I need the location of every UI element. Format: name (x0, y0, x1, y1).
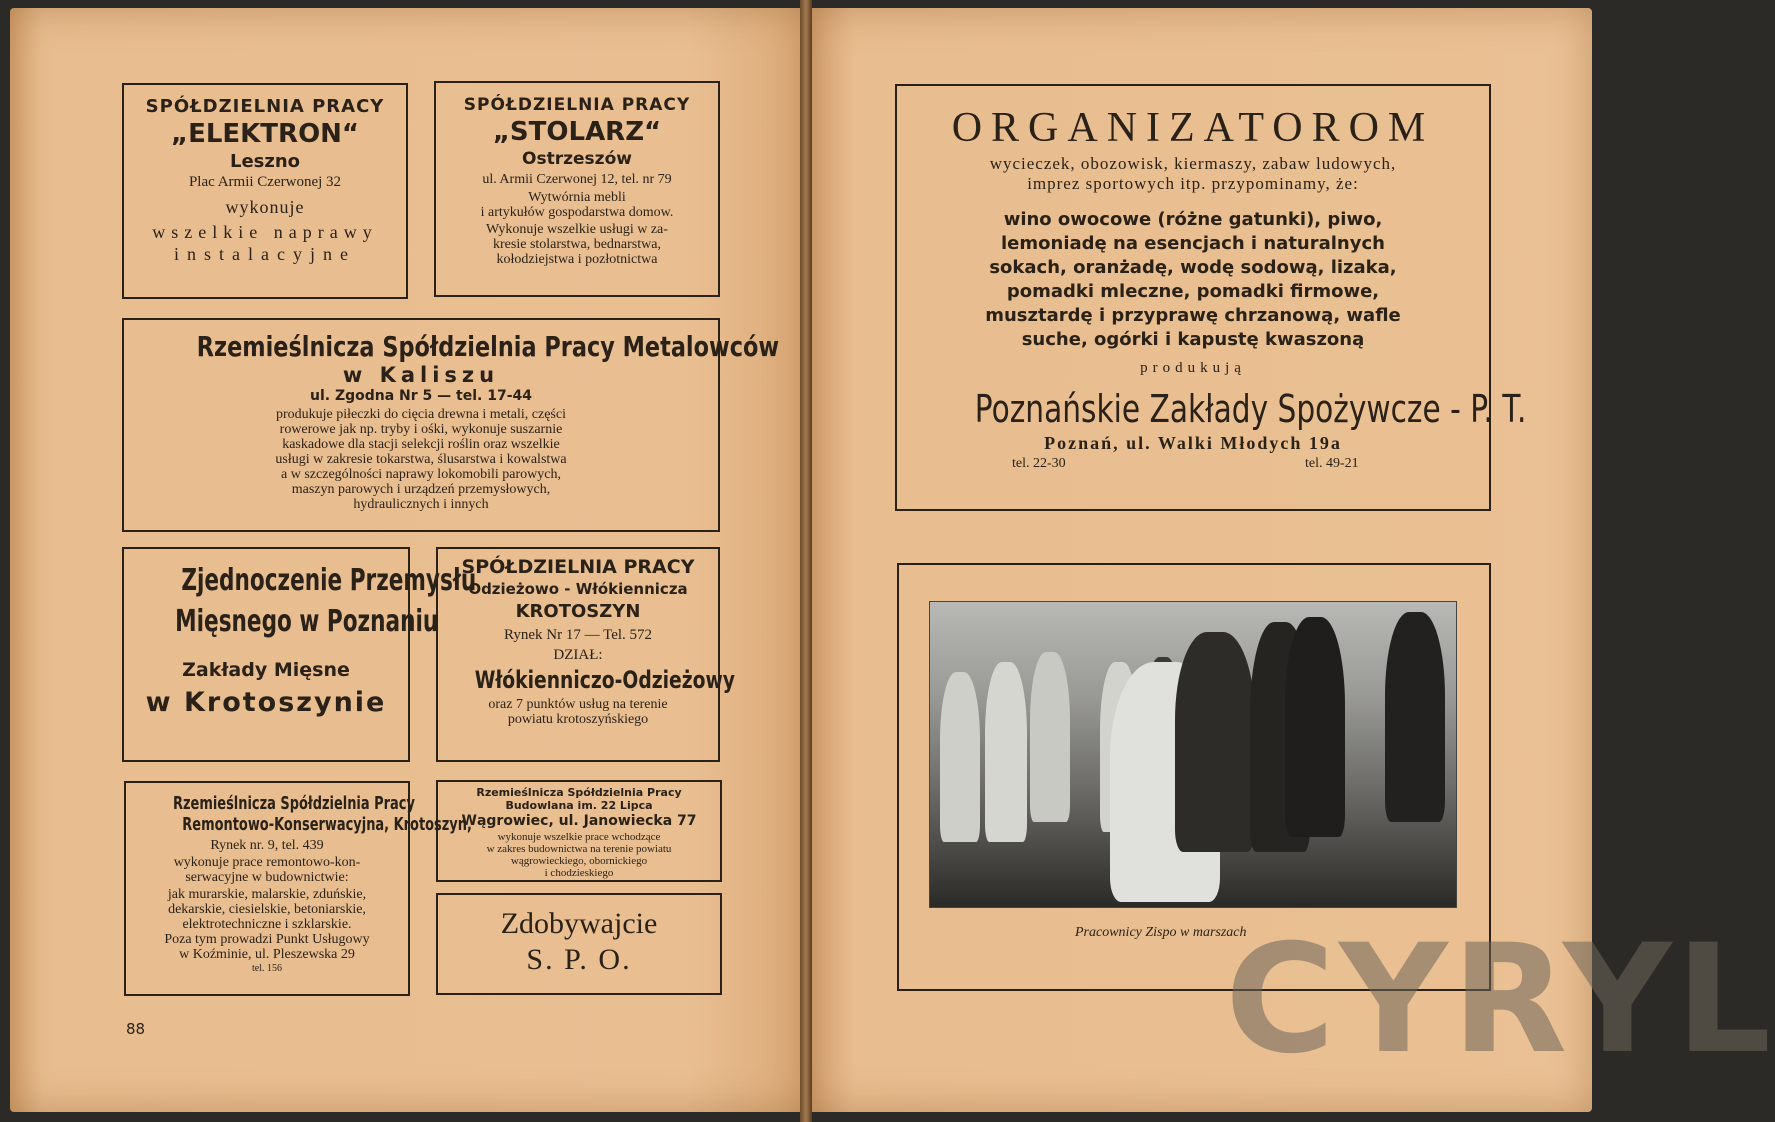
ad-remontowo (124, 781, 472, 996)
odziezowo-l1: oraz 7 punktów usług na terenie (488, 697, 668, 712)
org-p5: musztardę i przyprawę chrzanową, wafle (985, 305, 1401, 326)
stolarz-l4: kresie stolarstwa, bednarstwa, (493, 237, 661, 252)
stolarz-l5: kołodziejstwa i pozłotnictwa (496, 252, 658, 267)
budowlana-l3: Wągrowiec, ul. Janowiecka 77 (461, 813, 697, 829)
org-address: Poznań, ul. Walki Młodych 19a (1044, 433, 1342, 453)
stolarz-name: „STOLARZ“ (492, 117, 662, 147)
org-title: ORGANIZATOROM (951, 105, 1435, 151)
remontowo-l11: tel. 156 (252, 963, 282, 974)
stolarz-l1: Wytwórnia mebli (528, 190, 626, 205)
metalowcow-l1: produkuje piłeczki do cięcia drewna i metali, części (276, 407, 566, 422)
org-tel2: tel. 49-21 (1305, 456, 1359, 471)
remontowo-l3: Rynek nr. 9, tel. 439 (210, 838, 324, 853)
stolarz-address: ul. Armii Czerwonej 12, tel. nr 79 (482, 172, 672, 187)
spo-l2: S. P. O. (526, 943, 632, 976)
photo-caption: Pracownicy Zispo w marszach (1075, 925, 1247, 940)
stolarz-city: Ostrzeszów (522, 149, 632, 169)
org-p3: sokach, oranżadę, wodę sodową, lizaka, (989, 257, 1397, 278)
budowlana-l5: w zakres budownictwa na terenie powiatu (486, 843, 672, 855)
ad-organizatorom (895, 84, 1527, 511)
ad-stolarz (434, 81, 720, 297)
org-p4: pomadki mleczne, pomadki firmowe, (1006, 281, 1380, 302)
cyryl-watermark: CYRYL (1225, 913, 1775, 1087)
metalowcow-l5: a w szczególności naprawy lokomobili parowych, (281, 467, 561, 482)
elektron-line2: wykonuje (225, 197, 305, 217)
book-spine (800, 0, 812, 1122)
remontowo-l2: Remontowo-Konserwacyjna, Krotoszyn, (182, 814, 472, 835)
metalowcow-l7: hydraulicznych i innych (353, 497, 489, 512)
org-p2: lemoniadę na esencjach i naturalnych (1001, 233, 1385, 254)
org-company: Poznańskie Zakłady Spożywcze - P. T. (974, 387, 1527, 431)
miesny-l4: w Krotoszynie (145, 687, 387, 718)
odziezowo-l2: powiatu krotoszyńskiego (507, 712, 649, 727)
org-sub2: imprez sportowych itp. przypominamy, że: (1027, 174, 1359, 193)
miesny-l1: Zjednoczenie Przemysłu (181, 563, 477, 598)
remontowo-l10: w Koźminie, ul. Pleszewska 29 (179, 947, 355, 962)
odziezowo-city: KROTOSZYN (515, 601, 641, 622)
metalowcow-l4: usługi w zakresie tokarstwa, ślusarstwa i kowalstwa (275, 452, 567, 467)
metalowcow-address: ul. Zgodna Nr 5 — tel. 17-44 (310, 388, 532, 404)
ad-elektron (122, 83, 408, 299)
org-p1: wino owocowe (różne gatunki), piwo, (1003, 209, 1383, 230)
miesny-l3: Zakłady Mięsne (182, 659, 350, 681)
odziezowo-line2: Odzieżowo - Włókiennicza (468, 580, 688, 598)
elektron-name: „ELEKTRON“ (170, 119, 360, 149)
metalowcow-l2: rowerowe jak np. tryby i ośki, wykonuje suszarnie (279, 422, 563, 437)
remontowo-l1: Rzemieślnicza Spółdzielnia Pracy (173, 793, 415, 814)
odziezowo-address: Rynek Nr 17 — Tel. 572 (503, 627, 653, 643)
metalowcow-city: w Kaliszu (342, 363, 500, 387)
remontowo-l4: wykonuje prace remontowo-kon- (173, 855, 361, 870)
ad-metalowcow (122, 318, 780, 532)
elektron-city: Leszno (229, 151, 301, 172)
budowlana-l6: wągrowieckiego, obornickiego (510, 855, 648, 867)
org-sub1: wycieczek, obozowisk, kiermaszy, zabaw ludowych, (989, 154, 1397, 173)
ad-budowlana (436, 780, 722, 882)
stolarz-l2: i artykułów gospodarstwa domow. (480, 205, 674, 220)
workers-marching-photo (929, 601, 1457, 908)
metalowcow-title: Rzemieślnicza Spółdzielnia Pracy Metalowców (196, 330, 780, 363)
ad-miesny (122, 547, 477, 762)
spo-l1: Zdobywajcie (500, 907, 658, 940)
remontowo-l9: Poza tym prowadzi Punkt Usługowy (164, 932, 370, 947)
odziezowo-line1: SPÓŁDZIELNIA PRACY (461, 556, 695, 578)
elektron-line3: wszelkie naprawy (152, 222, 378, 242)
org-produkuja: produkują (1140, 360, 1246, 376)
budowlana-l7: i chodzieskiego (544, 867, 614, 879)
page-number: 88 (126, 1020, 146, 1038)
remontowo-l8: elektrotechniczne i szklarskie. (182, 917, 352, 932)
budowlana-l1: Rzemieślnicza Spółdzielnia Pracy (476, 786, 682, 799)
org-tel1: tel. 22-30 (1012, 456, 1066, 471)
metalowcow-l3: kaskadowe dla stacji selekcji roślin oraz wszelkie (282, 437, 560, 452)
remontowo-l6: jak murarskie, malarskie, zduńskie, (167, 887, 367, 902)
elektron-address: Plac Armii Czerwonej 32 (188, 174, 342, 190)
metalowcow-l6: maszyn parowych i urządzeń przemysłowych, (291, 482, 551, 497)
ad-odziezowo (436, 547, 735, 762)
ad-spo (436, 893, 722, 995)
org-p6: suche, ogórki i kapustę kwaszoną (1021, 329, 1365, 350)
elektron-line1: SPÓŁDZIELNIA PRACY (145, 96, 385, 117)
budowlana-l2: Budowlana im. 22 Lipca (505, 799, 653, 812)
miesny-l2: Mięsnego w Poznaniu (175, 604, 439, 639)
remontowo-l5: serwacyjne w budownictwie: (185, 870, 349, 885)
stolarz-line1: SPÓŁDZIELNIA PRACY (463, 95, 691, 115)
budowlana-l4: wykonuje wszelkie prace wchodzące (497, 831, 661, 843)
odziezowo-dzial: DZIAŁ: (553, 647, 603, 663)
elektron-line4: instalacyjne (174, 244, 356, 264)
remontowo-l7: dekarskie, ciesielskie, betoniarskie, (168, 902, 366, 917)
odziezowo-dept: Włókienniczo-Odzieżowy (474, 666, 735, 694)
stolarz-l3: Wykonuje wszelkie usługi w za- (486, 222, 668, 237)
